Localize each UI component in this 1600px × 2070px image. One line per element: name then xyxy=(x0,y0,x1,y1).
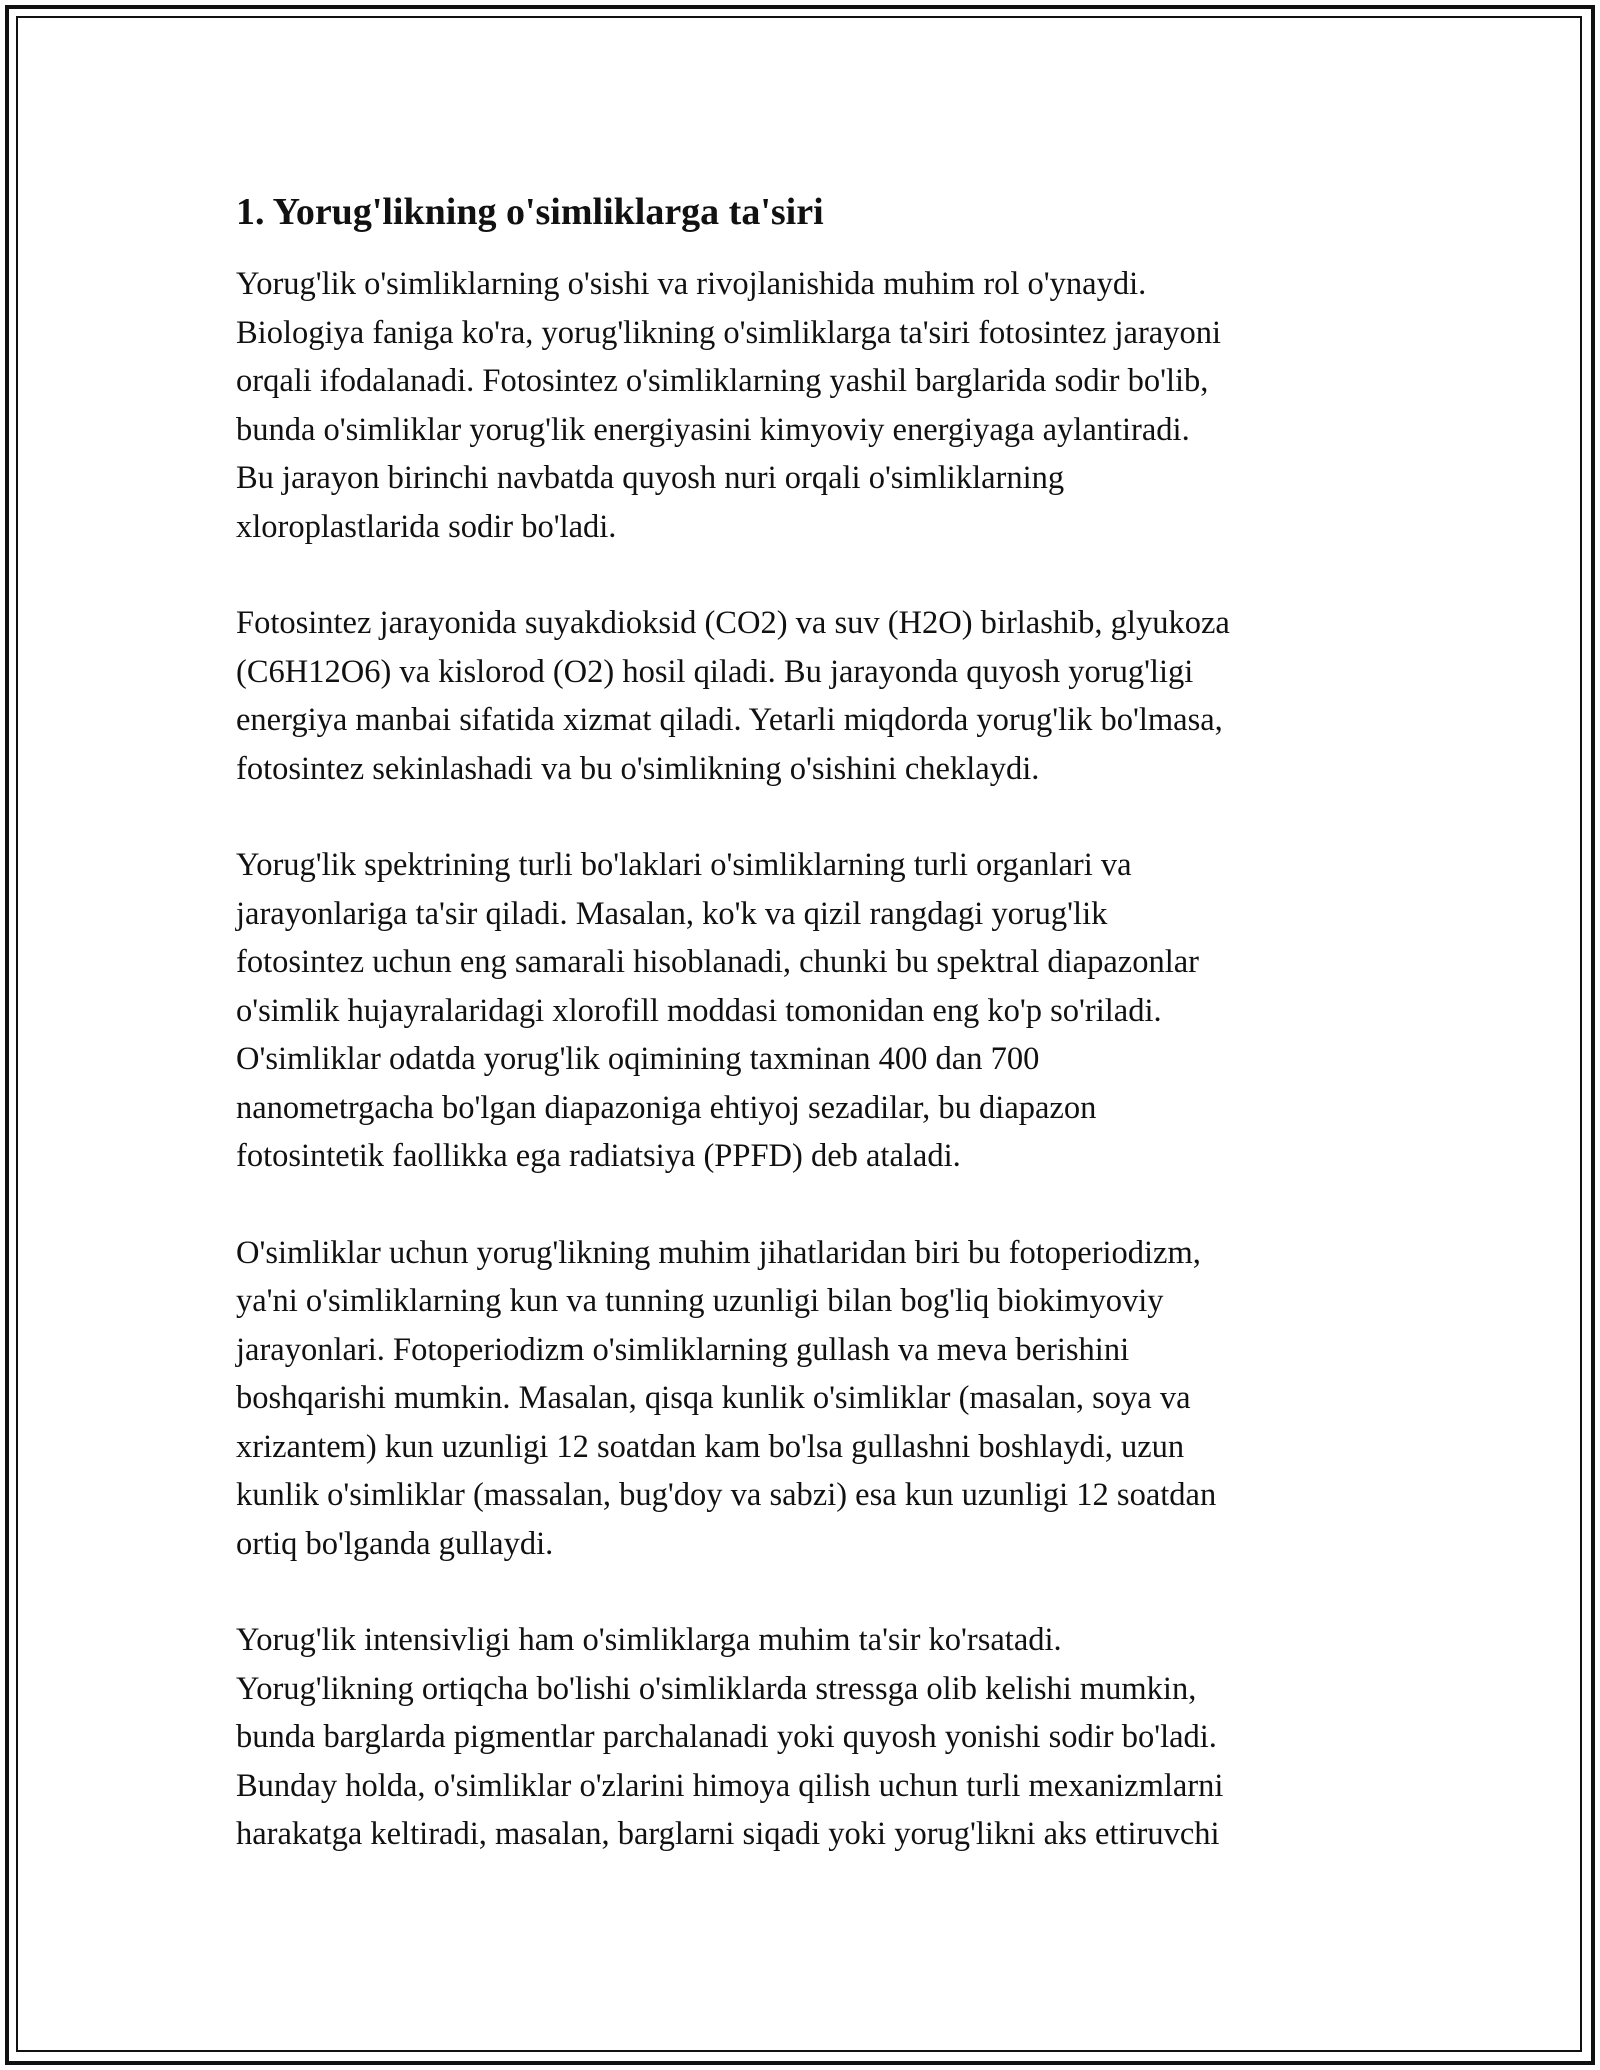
text-line: fotosintetik faollikka ega radiatsiya (PPFD) deb ataladi. xyxy=(236,1138,961,1174)
text-line: (C6H12O6) va kislorod (O2) hosil qiladi. Bu jarayonda quyosh yorug'ligi xyxy=(236,653,1194,690)
text-line: boshqarishi mumkin. Masalan, qisqa kunlik o'simliklar (masalan, soya va xyxy=(236,1380,1191,1416)
text-line: Fotosintez jarayonida suyakdioksid (CO2) va suv (H2O) birlashib, glyukoza xyxy=(236,605,1230,641)
text-line: O'simliklar odatda yorug'lik oqimining taxminan 400 dan 700 xyxy=(236,1041,1040,1077)
text-line: harakatga keltiradi, masalan, barglarni siqadi yoki yorug'likni aks ettiruvchi xyxy=(236,1816,1220,1852)
text-line: bunda o'simliklar yorug'lik energiyasini kimyoviy energiyaga aylantiradi. xyxy=(236,411,1190,448)
text-line: energiya manbai sifatida xizmat qiladi. Yetarli miqdorda yorug'lik bo'lmasa, xyxy=(236,702,1223,738)
paragraph-1 xyxy=(236,260,1376,551)
text-line: Bu jarayon birinchi navbatda quyosh nuri orqali o'simliklarning xyxy=(236,460,1065,496)
text-line: jarayonlariga ta'sir qiladi. Masalan, ko'k va qizil rangdagi yorug'lik xyxy=(236,895,1108,932)
text-line: xloroplastlarida sodir bo'ladi. xyxy=(236,508,617,545)
text-line: O'simliklar uchun yorug'likning muhim jihatlaridan biri bu fotoperiodizm, xyxy=(236,1234,1201,1271)
section-heading: 1. Yorug'likning o'simliklarga ta'siri xyxy=(236,191,824,233)
text-line: orqali ifodalanadi. Fotosintez o'simliklarning yashil barglarida sodir bo'lib, xyxy=(236,363,1209,399)
paragraph-3 xyxy=(236,841,1376,1181)
text-line: bunda barglarda pigmentlar parchalanadi yoki quyosh yonishi sodir bo'ladi. xyxy=(236,1719,1217,1755)
text-line: Biologiya faniga ko'ra, yorug'likning o'simliklarga ta'siri fotosintez jarayoni xyxy=(236,314,1221,351)
text-line: ya'ni o'simliklarning kun va tunning uzunligi bilan bog'liq biokimyoviy xyxy=(236,1283,1164,1319)
text-line: Yorug'lik o'simliklarning o'sishi va rivojlanishida muhim rol o'ynaydi. xyxy=(236,266,1147,302)
text-line: Bunday holda, o'simliklar o'zlarini himoya qilish uchun turli mexanizmlarni xyxy=(236,1767,1224,1804)
text-line: nanometrgacha bo'lgan diapazoniga ehtiyoj sezadilar, bu diapazon xyxy=(236,1089,1097,1126)
page-content xyxy=(236,186,1376,1907)
text-line: Yorug'lik intensivligi ham o'simliklarga muhim ta'sir ko'rsatadi. xyxy=(236,1622,1062,1658)
paragraph-5 xyxy=(236,1616,1376,1859)
text-line: o'simlik hujayralaridagi xlorofill moddasi tomonidan eng ko'p so'riladi. xyxy=(236,992,1162,1029)
text-line: fotosintez sekinlashadi va bu o'simlikning o'sishini cheklaydi. xyxy=(236,750,1040,787)
text-line: kunlik o'simliklar (massalan, bug'doy va sabzi) esa kun uzunligi 12 soatdan xyxy=(236,1477,1217,1513)
text-line: xrizantem) kun uzunligi 12 soatdan kam bo'lsa gullashni boshlaydi, uzun xyxy=(236,1428,1185,1465)
text-line: fotosintez uchun eng samarali hisoblanadi, chunki bu spektral diapazonlar xyxy=(236,944,1199,980)
paragraph-2 xyxy=(236,599,1376,793)
text-line: ortiq bo'lganda gullaydi. xyxy=(236,1525,554,1562)
paragraph-4 xyxy=(236,1229,1376,1569)
text-line: Yorug'lik spektrining turli bo'laklari o'simliklarning turli organlari va xyxy=(236,847,1132,883)
text-line: jarayonlari. Fotoperiodizm o'simliklarning gullash va meva berishini xyxy=(236,1331,1130,1368)
text-line: Yorug'likning ortiqcha bo'lishi o'simliklarda stressga olib kelishi mumkin, xyxy=(236,1670,1197,1707)
